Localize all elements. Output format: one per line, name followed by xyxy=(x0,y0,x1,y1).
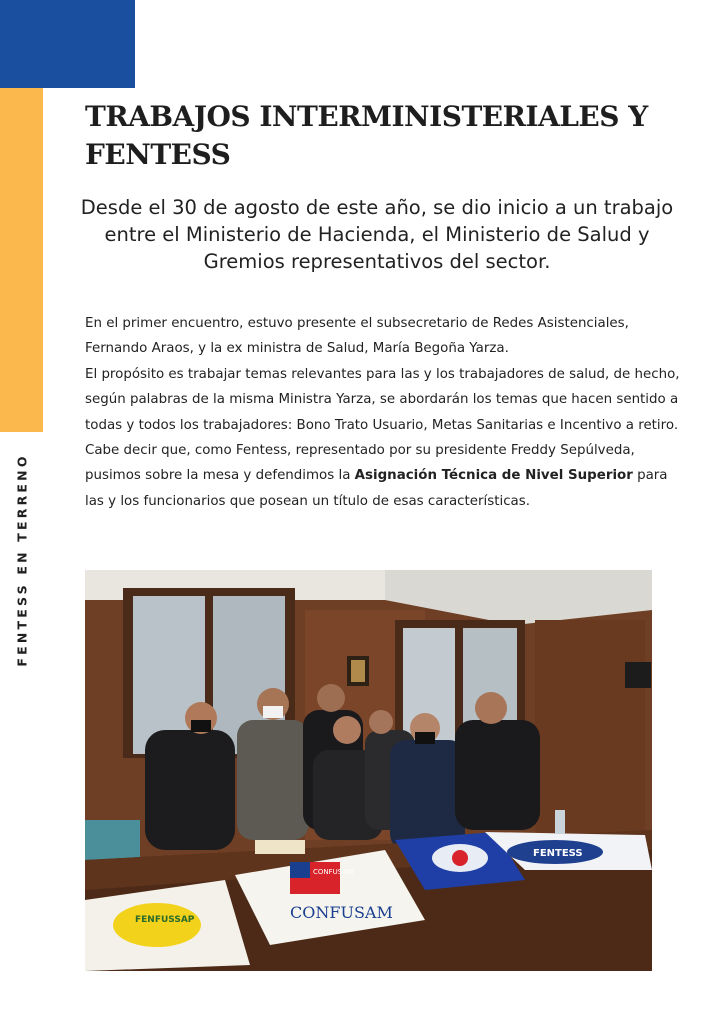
title-line-2: FENTESS xyxy=(85,138,231,171)
sidebar-yellow-bar xyxy=(0,88,43,432)
paragraph-2: El propósito es trabajar temas relevantes para las y los trabajadores de salud, de hecho, según palabras de la misma Ministra Yarza, se abordarán los temas que hacen sentido a todas y todos los trabajadores: Bono Trato Usuario, Metas Sanitarias e Incentivo a retiro. xyxy=(85,366,680,433)
meeting-photo-illustration xyxy=(85,570,652,971)
speaker xyxy=(625,662,651,688)
title-line-1: TRABAJOS INTERMINISTERIALES Y xyxy=(85,100,648,133)
flag-fentess-label: FENTESS xyxy=(533,848,583,859)
lead-paragraph: Desde el 30 de agosto de este año, se dio inicio a un trabajo entre el Ministerio de Hacienda, el Ministerio de Salud y Gremios representativos del sector. xyxy=(80,196,674,273)
page-title xyxy=(85,98,685,174)
paragraph-3-text-a: Cabe decir que, como Fentess, representado por su presidente Freddy Sepúlveda, pusimos sobre la mesa y defendimos la xyxy=(85,443,635,484)
paragraph-3-bold: Asignación Técnica de Nivel Superior xyxy=(354,468,633,484)
flag-confusam-label: CONFUSAM xyxy=(313,868,354,876)
flag-confusam-text: CONFUSAM xyxy=(290,903,393,922)
flag-fenfussap-label: FENFUSSAP xyxy=(135,915,195,925)
paragraph-1: En el primer encuentro, estuvo presente el subsecretario de Redes Asistenciales, Fernando Araos, y la ex ministra de Salud, María Begoña Yarza. xyxy=(85,316,629,357)
paragraph-3 xyxy=(85,438,685,514)
section-label: FENTESS EN TERRENO xyxy=(14,453,30,667)
article-body xyxy=(85,311,685,514)
header-blue-block xyxy=(0,0,135,88)
paragraph-3-text-b: para las y los funcionarios que posean un título de esas características. xyxy=(85,468,668,509)
meeting-photo xyxy=(85,570,652,971)
